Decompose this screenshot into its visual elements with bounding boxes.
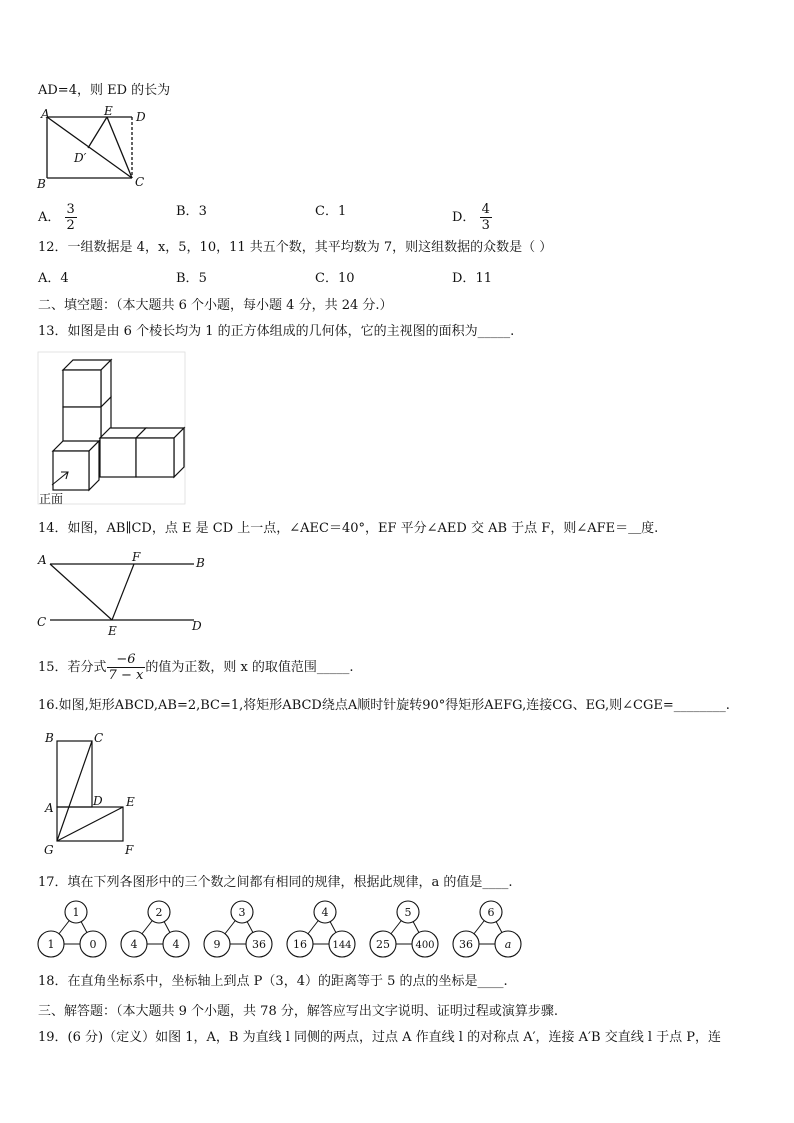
q17-stem: 17．填在下列各图形中的三个数之间都有相同的规律，根据此规律，a 的值是____. xyxy=(38,875,513,890)
q11-option-d[interactable] xyxy=(452,202,492,233)
q17-value-right: 144 xyxy=(332,940,352,951)
q14-label-f: F xyxy=(132,550,141,564)
q11-option-a-fraction xyxy=(65,202,77,233)
q16-label-g: G xyxy=(44,843,54,857)
q18-stem: 18．在直角坐标系中，坐标轴上到点 P（3，4）的距离等于 5 的点的坐标是____. xyxy=(38,974,508,989)
q11-option-d-num: 4 xyxy=(481,202,490,217)
q16-label-a: A xyxy=(45,801,54,815)
q12-option-d-text: 11 xyxy=(475,271,492,286)
q16-label-d: D xyxy=(93,794,103,808)
q13-front-label: 正面 xyxy=(39,492,64,506)
q12-option-c-text: 10 xyxy=(337,271,355,286)
q16-label-c: C xyxy=(94,731,104,745)
q17-value-right: 0 xyxy=(89,938,97,951)
q14-parallel-lines-figure xyxy=(36,552,212,636)
q12-option-c-letter: C． xyxy=(315,271,338,286)
q12-option-d-letter: D． xyxy=(452,271,476,286)
q11-option-b[interactable] xyxy=(176,203,207,221)
q17-value-left: 36 xyxy=(459,938,473,951)
q11-label-d: D xyxy=(136,110,146,124)
q14-label-b: B xyxy=(196,556,205,570)
q15-denominator: 7 − x xyxy=(108,668,144,683)
q15-prefix: 15．若分式 xyxy=(38,660,107,675)
q17-value-left: 16 xyxy=(293,938,307,951)
q17-value-top: 5 xyxy=(404,906,412,919)
q14-label-c: C xyxy=(37,615,47,629)
q17-value-left: 9 xyxy=(213,938,221,951)
q12-option-a-text: 4 xyxy=(60,271,69,286)
q11-option-a-letter: A． xyxy=(38,210,61,225)
q17-value-top: 1 xyxy=(72,906,80,919)
q17-value-top: 2 xyxy=(155,906,163,919)
q11-option-a-den: 2 xyxy=(66,218,75,233)
q17-group-6 xyxy=(453,901,521,957)
q11-option-c-letter: C． xyxy=(315,204,338,219)
section3-heading: 三、解答题：（本大题共 9 个小题，共 78 分，解答应写出文字说明、证明过程或演算步骤. xyxy=(38,1004,558,1019)
q16-label-b: B xyxy=(45,731,54,745)
q11-label-b: B xyxy=(37,177,46,191)
q14-label-a: A xyxy=(38,553,47,567)
q11-label-dprime: D′ xyxy=(74,151,87,165)
q12-option-b-text: 5 xyxy=(198,271,207,286)
q13-cube-figure xyxy=(38,352,188,508)
q16-stem: 16.如图,矩形ABCD,AB=2,BC=1,将矩形ABCD绕点A顺时针旋转90°得矩形AEFG,连接CG、EG,则∠CGE=________. xyxy=(38,698,730,713)
q17-value-top: 6 xyxy=(487,906,495,919)
q12-option-a-letter: A． xyxy=(38,271,61,286)
q11-option-b-letter: B． xyxy=(176,204,199,219)
q14-label-e: E xyxy=(108,624,117,638)
q17-value-left: 25 xyxy=(376,938,390,951)
q17-group-1 xyxy=(38,901,106,957)
q15-numerator: −6 xyxy=(107,652,146,668)
q12-stem: 12．一组数据是 4，x，5，10，11 共五个数，其平均数为 7，则这组数据的众数是（ ） xyxy=(38,240,553,255)
q12-option-c[interactable] xyxy=(315,270,355,288)
q17-group-4 xyxy=(287,901,355,957)
q15-stem xyxy=(38,652,354,683)
q11-rectangle-figure xyxy=(36,106,156,194)
q16-label-e: E xyxy=(126,795,135,809)
q14-stem: 14．如图，AB∥CD，点 E 是 CD 上一点，∠AEC＝40°，EF 平分∠AED 交 AB 于点 F，则∠AFE＝＿度. xyxy=(38,521,659,536)
q11-option-d-letter: D． xyxy=(452,210,476,225)
q13-stem: 13．如图是由 6 个棱长均为 1 的正方体组成的几何体，它的主视图的面积为_____. xyxy=(38,324,515,339)
q11-label-a: A xyxy=(41,107,50,121)
q17-value-right: a xyxy=(504,938,512,951)
q11-option-c[interactable] xyxy=(315,203,346,221)
q11-option-a[interactable] xyxy=(38,202,77,233)
q11-label-c: C xyxy=(135,175,145,189)
q17-group-3 xyxy=(204,901,272,957)
q11-label-e: E xyxy=(104,104,113,118)
q17-group-2 xyxy=(121,901,189,957)
q11-option-c-text: 1 xyxy=(337,204,347,219)
q12-option-b-letter: B． xyxy=(176,271,199,286)
q17-value-right: 4 xyxy=(172,938,180,951)
q17-value-left: 4 xyxy=(130,938,138,951)
q16-rotation-figure xyxy=(40,728,144,858)
q11-option-b-text: 3 xyxy=(198,204,207,219)
q11-stem-tail: AD=4，则 ED 的长为 xyxy=(38,83,171,98)
section2-heading: 二、填空题：（本大题共 6 个小题，每小题 4 分，共 24 分.） xyxy=(38,298,393,313)
q17-value-top: 4 xyxy=(321,906,329,919)
q17-value-right: 400 xyxy=(415,940,435,951)
q17-number-pattern-figure xyxy=(38,900,528,958)
q11-option-d-den: 3 xyxy=(481,218,490,233)
q19-stem: 19．(6 分)（定义）如图 1，A，B 为直线 l 同侧的两点，过点 A 作直线 l 的对称点 A′，连接 A′B 交直线 l 于点 P，连 xyxy=(38,1030,721,1045)
q12-option-b[interactable] xyxy=(176,270,207,288)
q12-option-a[interactable] xyxy=(38,270,69,288)
q16-label-f: F xyxy=(125,843,134,857)
q11-option-d-fraction xyxy=(480,202,492,233)
q15-suffix: 的值为正数，则 x 的取值范围_____. xyxy=(145,660,354,675)
q17-value-right: 36 xyxy=(252,938,266,951)
q12-option-d[interactable] xyxy=(452,270,492,288)
q15-fraction xyxy=(107,652,146,683)
q17-group-5 xyxy=(370,901,438,957)
q17-value-top: 3 xyxy=(238,906,246,919)
q11-option-a-num: 3 xyxy=(66,202,75,217)
q14-label-d: D xyxy=(192,619,202,633)
q17-value-left: 1 xyxy=(47,938,55,951)
